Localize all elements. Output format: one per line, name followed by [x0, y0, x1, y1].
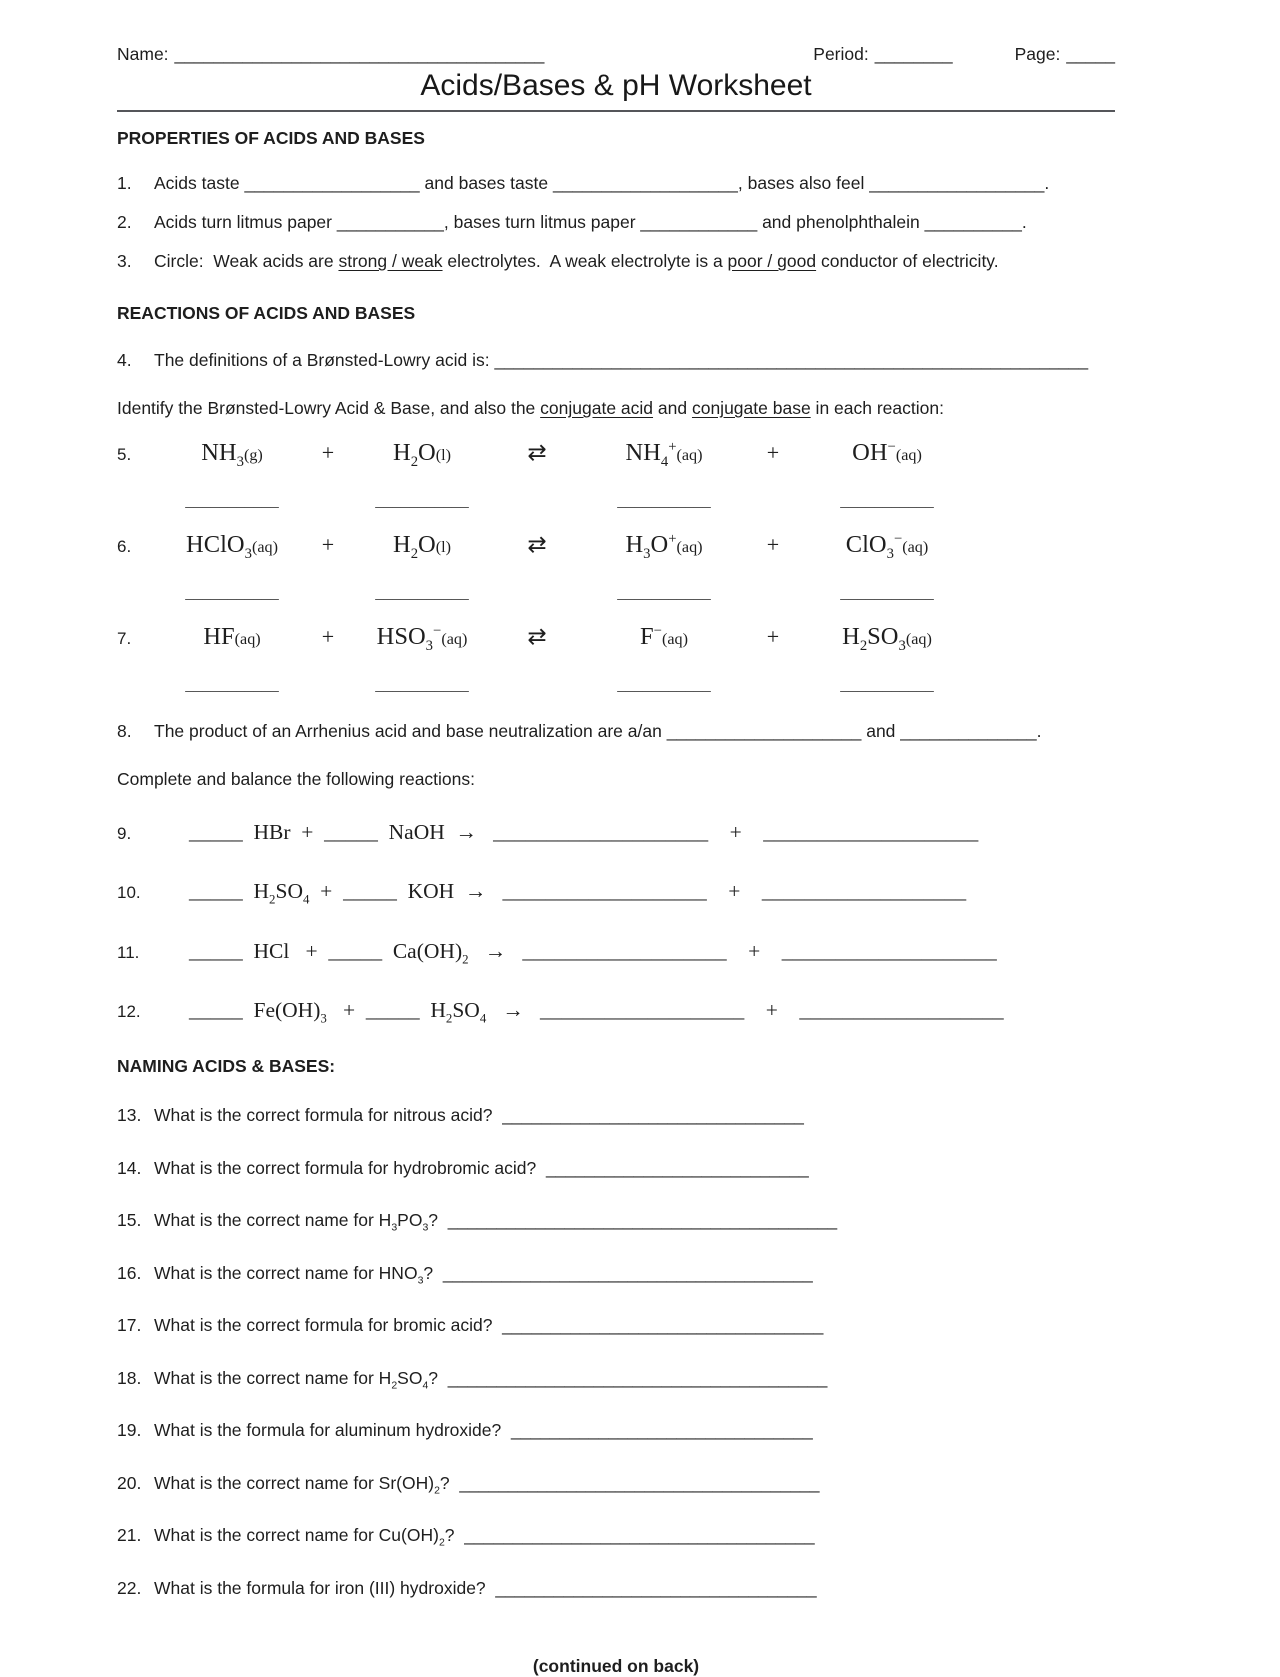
question-text — [154, 1154, 1115, 1182]
text-run: HCl + — [242, 938, 329, 963]
species-nh4-plus — [585, 438, 743, 470]
question-text — [154, 1521, 1115, 1549]
section-heading-reactions: REACTIONS OF ACIDS AND BASES — [117, 303, 416, 323]
text-run: ? — [439, 1472, 460, 1493]
state-label: (aq) — [441, 631, 468, 648]
text-run: What is the correct formula for bromic acid? — [154, 1315, 503, 1336]
question-number: 11. — [117, 942, 140, 962]
subscript: 2 — [269, 892, 276, 907]
underlined-text: poor / good — [727, 251, 817, 271]
text-run: H — [393, 531, 411, 558]
question-19 — [117, 1416, 1115, 1444]
text-run: ? — [444, 1525, 465, 1546]
blank-line: _____ — [365, 998, 420, 1023]
subscript: 3 — [244, 545, 252, 562]
state-label: (g) — [243, 447, 263, 464]
question-number: 21. — [117, 1525, 142, 1546]
equation-6 — [117, 530, 1115, 562]
text-run: H — [419, 998, 446, 1023]
answer-blank: ___________ — [375, 491, 469, 510]
state-label: (l) — [435, 447, 451, 464]
question-16 — [117, 1259, 1115, 1287]
text-run: conductor of electricity. — [816, 251, 999, 271]
subscript: 2 — [391, 1379, 398, 1392]
text-run: + — [708, 820, 764, 844]
question-number: 17. — [117, 1315, 142, 1336]
text-run: PO — [397, 1210, 423, 1231]
subscript: 4 — [422, 1379, 429, 1392]
question-text — [154, 1574, 1115, 1602]
text-run: What is the correct name for Sr(OH) — [154, 1472, 435, 1493]
plus-sign: + — [766, 624, 780, 649]
section-heading-naming: NAMING ACIDS & BASES: — [117, 1055, 336, 1076]
text-run: What is the correct name for H — [154, 1367, 392, 1388]
superscript: − — [887, 438, 896, 455]
text-run: H — [393, 439, 411, 466]
text-run: OH — [852, 439, 888, 466]
blank-line: _____ — [189, 879, 243, 904]
blank-line: _______________________________ — [502, 1105, 804, 1126]
page-header — [117, 44, 1115, 65]
subscript: 2 — [438, 1536, 445, 1549]
answer-blank: ___________ — [840, 491, 934, 510]
question-text — [154, 1259, 1115, 1287]
state-label: (aq) — [905, 631, 932, 648]
superscript: + — [668, 530, 677, 547]
page-field — [1015, 44, 1115, 65]
blank-line: _____ — [189, 820, 243, 844]
equation-5 — [117, 438, 1115, 470]
question-number: 1. — [117, 173, 132, 193]
name-field — [117, 44, 544, 65]
section-heading-properties: PROPERTIES OF ACIDS AND BASES — [117, 128, 425, 148]
question-number: 5. — [117, 445, 132, 464]
state-label: (aq) — [676, 539, 703, 556]
text-run: SO — [452, 998, 480, 1023]
text-run: + — [326, 998, 366, 1023]
blank-line: ____________________ — [763, 820, 979, 844]
text-run: Ca(OH) — [382, 938, 463, 963]
subscript: 4 — [479, 1011, 487, 1026]
text-run: O — [418, 531, 436, 558]
question-number: 19. — [117, 1420, 142, 1441]
question-text — [154, 346, 1115, 374]
answer-blank: ___________ — [375, 583, 469, 602]
text-run: H — [242, 879, 270, 904]
answer-blanks-row-5 — [117, 491, 1115, 511]
blank-line: _____ — [328, 938, 383, 963]
answer-blank: ___________ — [840, 675, 934, 694]
question-number: 3. — [117, 251, 132, 271]
blank-line: ____________________ — [493, 820, 709, 844]
question-17 — [117, 1311, 1115, 1339]
blank-line: __________ — [924, 212, 1022, 232]
text-run: Circle: Weak acids are — [154, 251, 339, 271]
subscript: 3 — [236, 453, 244, 470]
species-h3o-plus — [585, 530, 743, 562]
blank-line: ____________________ — [781, 938, 997, 963]
question-text — [154, 169, 1115, 197]
text-run: HBr + — [242, 820, 325, 844]
question-number: 8. — [117, 721, 132, 741]
text-run: What is the correct name for H — [154, 1210, 392, 1231]
text-run: O — [418, 439, 436, 466]
answer-blank: ___________ — [375, 675, 469, 694]
text-run: ClO — [845, 531, 887, 558]
question-number: 4. — [117, 350, 132, 370]
subscript: 3 — [422, 1221, 429, 1234]
subscript: 3 — [320, 1011, 327, 1026]
text-run: The product of an Arrhenius acid and base neutralization are a/an — [154, 721, 667, 741]
subscript: 3 — [391, 1221, 398, 1234]
subscript: 3 — [643, 545, 651, 562]
subscript: 2 — [434, 1484, 440, 1497]
text-run: . — [1044, 173, 1050, 193]
equation-9 — [117, 815, 1115, 849]
blank-line: ____________ — [640, 212, 758, 232]
text-run: and phenolphthalein — [757, 212, 925, 232]
answer-blank: ___________ — [617, 675, 711, 694]
equilibrium-arrow-icon: ⇄ — [527, 624, 547, 650]
blank-line: _______________________________ — [510, 1420, 813, 1441]
text-run: HSO — [376, 623, 426, 650]
worksheet-page — [117, 0, 1115, 1677]
subscript: 3 — [898, 637, 906, 654]
question-text — [154, 1364, 1115, 1392]
state-label: (aq) — [251, 539, 278, 556]
page-blank-line: _____ — [1066, 44, 1115, 64]
question-number: 6. — [117, 537, 132, 556]
text-run: and bases taste — [419, 173, 553, 193]
blank-line: _____ — [189, 998, 243, 1023]
equilibrium-arrow-icon: ⇄ — [527, 532, 547, 558]
text-run: ? — [428, 1210, 448, 1231]
equation-12 — [117, 993, 1115, 1027]
question-text — [154, 1469, 1115, 1497]
equation-10 — [117, 874, 1115, 908]
text-run: . — [1021, 212, 1027, 232]
text-run: NH — [625, 439, 661, 466]
text-run: What is the correct name for Cu(OH) — [154, 1525, 439, 1546]
question-1 — [117, 169, 1115, 197]
blank-line: _____ — [324, 820, 378, 844]
question-number: 18. — [117, 1367, 142, 1388]
species-oh-minus — [803, 439, 971, 467]
subscript: 3 — [425, 637, 434, 654]
balance-instruction: Complete and balance the following reactions: — [117, 769, 475, 789]
text-run: Identify the Brønsted-Lowry Acid & Base, and also the — [117, 398, 541, 418]
text-run: The definitions of a Brønsted-Lowry acid is: — [154, 350, 495, 370]
blank-line: ___________________________ — [545, 1157, 809, 1178]
text-run: NH — [201, 439, 237, 466]
question-text — [154, 1311, 1115, 1339]
text-run: ? — [423, 1262, 443, 1283]
question-14 — [117, 1154, 1115, 1182]
question-2 — [117, 208, 1115, 236]
question-21 — [117, 1521, 1115, 1549]
superscript: + — [668, 438, 677, 455]
text-run: What is the correct formula for nitrous acid? — [154, 1105, 503, 1126]
equilibrium-arrow-icon: ⇄ — [527, 440, 547, 466]
blank-line: ___________________ — [502, 879, 707, 904]
text-run: → — [468, 938, 523, 963]
underlined-text: conjugate base — [691, 398, 811, 418]
question-number: 2. — [117, 212, 132, 232]
question-number: 13. — [117, 1105, 142, 1126]
state-label: (aq) — [895, 447, 922, 464]
species-f-minus — [585, 623, 743, 651]
identify-instruction — [117, 398, 1115, 419]
text-run: + — [726, 938, 782, 963]
blank-line: _____________________________________________________________ — [494, 350, 1089, 370]
question-number: 16. — [117, 1262, 142, 1283]
blank-line: __________________ — [869, 173, 1045, 193]
question-number: 9. — [117, 824, 132, 843]
text-run: Acids turn litmus paper — [154, 212, 337, 232]
subscript: 3 — [417, 1274, 424, 1287]
worksheet-title: Acids/Bases & pH Worksheet — [420, 69, 812, 102]
question-number: 14. — [117, 1157, 142, 1178]
question-8 — [117, 717, 1115, 745]
text-run: in each reaction: — [810, 398, 944, 418]
blank-line: ________________________________________ — [447, 1210, 838, 1231]
text-run: HClO — [186, 531, 245, 558]
text-run: O — [650, 531, 669, 558]
question-number: 20. — [117, 1472, 142, 1493]
continued-note: (continued on back) — [532, 1655, 700, 1676]
blank-line: ___________________ — [761, 879, 967, 904]
species-hso3-minus — [355, 622, 489, 654]
subscript: 2 — [410, 545, 419, 562]
text-run: What is the correct name for HNO — [154, 1262, 418, 1283]
blank-line: ______________________________________ — [442, 1262, 813, 1283]
blank-line: _________________________________ — [502, 1315, 824, 1336]
text-run: SO — [397, 1367, 423, 1388]
state-label: (aq) — [234, 631, 261, 648]
question-text — [154, 208, 1115, 236]
blank-line: __________________ — [244, 173, 420, 193]
text-run: + — [309, 879, 344, 904]
species-nh3 — [163, 439, 301, 470]
text-run: , bases also feel — [737, 173, 870, 193]
species-hclo3 — [163, 531, 301, 562]
question-13 — [117, 1101, 1115, 1129]
species-hf — [163, 623, 301, 651]
text-run: . — [1036, 721, 1042, 741]
blank-line: _____ — [343, 879, 397, 904]
state-label: (aq) — [902, 539, 929, 556]
blank-line: ___________ — [336, 212, 444, 232]
question-22 — [117, 1574, 1115, 1602]
blank-line: ___________________ — [799, 998, 1004, 1023]
equation-text — [189, 934, 1115, 968]
state-label: (aq) — [676, 447, 703, 464]
subscript: 2 — [859, 637, 868, 654]
name-blank-line: ______________________________________ — [174, 44, 545, 64]
question-number: 22. — [117, 1577, 142, 1598]
blank-line: ______________ — [900, 721, 1037, 741]
question-18 — [117, 1364, 1115, 1392]
question-text — [154, 1206, 1115, 1234]
text-run: What is the correct formula for hydrobromic acid? — [154, 1157, 546, 1178]
answer-blank: ___________ — [617, 583, 711, 602]
period-field — [813, 44, 952, 65]
title-divider — [117, 110, 1115, 112]
text-run: H — [625, 531, 644, 558]
question-number: 7. — [117, 629, 132, 648]
text-run: Fe(OH) — [242, 998, 321, 1023]
text-run: electrolytes. A weak electrolyte is a — [442, 251, 728, 271]
subscript: 2 — [445, 1011, 453, 1026]
species-clo3-minus — [803, 530, 971, 562]
text-run: Acids taste — [154, 173, 245, 193]
answer-blank: ___________ — [840, 583, 934, 602]
text-run: KOH → — [396, 879, 503, 904]
text-run: ? — [428, 1367, 448, 1388]
period-blank-line: ________ — [874, 44, 953, 64]
species-h2so3 — [803, 623, 971, 654]
state-label: (l) — [435, 539, 451, 556]
blank-line: _____ — [189, 938, 243, 963]
question-3 — [117, 247, 1115, 275]
question-text — [154, 1101, 1115, 1129]
underlined-text: strong / weak — [338, 251, 443, 271]
text-run: → — [486, 998, 541, 1023]
page-label: Page: — [1014, 44, 1061, 64]
plus-sign: + — [766, 532, 780, 557]
blank-line: _______________________________________ — [447, 1367, 828, 1388]
equation-11 — [117, 934, 1115, 968]
plus-sign: + — [321, 532, 335, 557]
blank-line: ___________________ — [540, 998, 745, 1023]
underlined-text: conjugate acid — [540, 398, 654, 418]
text-run: and — [861, 721, 901, 741]
answer-blank: ___________ — [185, 491, 279, 510]
question-number: 12. — [117, 1002, 141, 1022]
superscript: − — [433, 622, 442, 639]
answer-blanks-row-6 — [117, 583, 1115, 603]
species-h2o — [355, 531, 489, 562]
equation-text — [189, 815, 1115, 849]
plus-sign: + — [321, 440, 335, 465]
equation-7 — [117, 622, 1115, 654]
subscript: 2 — [462, 952, 469, 967]
question-20 — [117, 1469, 1115, 1497]
question-number: 15. — [117, 1210, 142, 1231]
state-label: (aq) — [661, 631, 688, 648]
blank-line: ___________________ — [552, 173, 738, 193]
blank-line: _________________________________ — [495, 1577, 817, 1598]
plus-sign: + — [321, 624, 335, 649]
text-run: H — [842, 623, 860, 650]
subscript: 3 — [886, 545, 894, 562]
name-label: Name: — [117, 44, 169, 64]
text-run: SO — [275, 879, 303, 904]
question-15 — [117, 1206, 1115, 1234]
text-run: What is the formula for aluminum hydroxide? — [154, 1420, 511, 1441]
answer-blank: ___________ — [185, 675, 279, 694]
text-run: + — [706, 879, 762, 904]
question-text — [154, 717, 1115, 745]
text-run: + — [744, 998, 800, 1023]
question-text — [154, 1416, 1115, 1444]
superscript: − — [893, 530, 903, 547]
text-run: What is the formula for iron (III) hydroxide? — [154, 1577, 496, 1598]
question-number: 10. — [117, 883, 141, 903]
blank-line: ___________________ — [522, 938, 727, 963]
equation-text — [189, 874, 1115, 908]
superscript: − — [653, 622, 662, 639]
question-4 — [117, 346, 1115, 374]
text-run: NaOH → — [377, 820, 494, 844]
text-run: and — [653, 398, 692, 418]
blank-line: ____________________ — [666, 721, 862, 741]
plus-sign: + — [766, 440, 780, 465]
equation-text — [189, 993, 1115, 1027]
blank-line: ____________________________________ — [464, 1525, 815, 1546]
blank-line: _____________________________________ — [459, 1472, 820, 1493]
subscript: 4 — [660, 453, 669, 470]
text-run: SO — [867, 623, 899, 650]
text-run: F — [640, 623, 654, 650]
text-run: HF — [203, 623, 235, 650]
answer-blank: ___________ — [617, 491, 711, 510]
answer-blank: ___________ — [185, 583, 279, 602]
subscript: 2 — [410, 453, 419, 470]
subscript: 4 — [302, 892, 310, 907]
text-run: , bases turn litmus paper — [443, 212, 641, 232]
question-text — [154, 247, 1115, 275]
species-h2o — [355, 439, 489, 470]
answer-blanks-row-7 — [117, 675, 1115, 695]
period-label: Period: — [813, 44, 869, 64]
